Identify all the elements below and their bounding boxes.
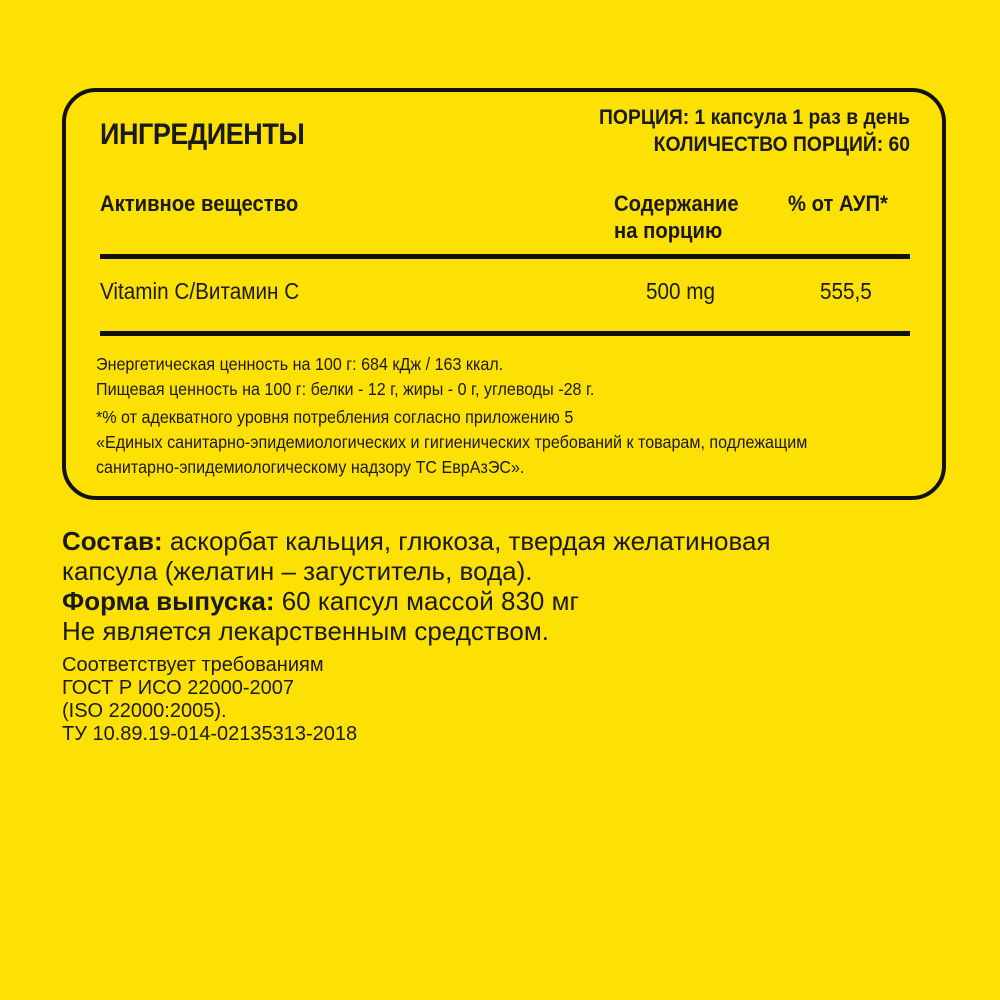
medicine-disclaimer: Не является лекарственным средством. (62, 616, 549, 646)
energy-value-note: Энергетическая ценность на 100 г: 684 кДж / 163 ккал. (96, 354, 504, 374)
composition-text1: аскорбат кальция, глюкоза, твердая желатиновая (162, 526, 771, 556)
column-header-amount (614, 190, 739, 244)
composition-label: Состав: (62, 526, 163, 556)
table-cell-substance: Vitamin C/Витамин С (100, 278, 300, 304)
certification-line2: ГОСТ Р ИСО 22000-2007 (62, 677, 294, 699)
portion-info (599, 104, 910, 158)
release-form-label: Форма выпуска: (62, 586, 275, 616)
column-header-percent: % от АУП* (788, 191, 888, 216)
column-header-amount-line1: Содержание (614, 191, 739, 216)
panel-title: ИНГРЕДИЕНТЫ (100, 118, 305, 151)
table-cell-percent: 555,5 (820, 278, 872, 304)
table-cell-amount: 500 mg (646, 278, 716, 304)
portion-count: КОЛИЧЕСТВО ПОРЦИЙ: 60 (653, 133, 910, 156)
table-divider-bottom (100, 331, 910, 336)
certification-line3: (ISO 22000:2005). (62, 700, 227, 722)
release-form-line (62, 586, 771, 616)
nutrition-value-note: Пищевая ценность на 100 г: белки - 12 г, жиры - 0 г, углеводы -28 г. (96, 379, 595, 399)
table-divider-top (100, 254, 910, 259)
column-header-amount-line2: на порцию (614, 218, 723, 243)
composition-text2: капсула (желатин – загуститель, вода). (62, 556, 533, 586)
certification-line4: ТУ 10.89.19-014-02135313-2018 (62, 723, 358, 745)
footnote-line1: *% от адекватного уровня потребления согласно приложению 5 (96, 407, 574, 427)
composition-block (62, 526, 771, 646)
column-header-substance: Активное вещество (100, 191, 299, 216)
certification-block (62, 654, 357, 746)
nutrition-notes (96, 352, 807, 480)
footnote-line2: «Единых санитарно-эпидемиологических и гигиенических требований к товарам, подлежащим (96, 432, 808, 452)
certification-line1: Соответствует требованиям (62, 654, 324, 676)
portion-size: ПОРЦИЯ: 1 капсула 1 раз в день (599, 106, 910, 129)
release-form-text: 60 капсул массой 830 мг (274, 586, 579, 616)
composition-line1 (62, 526, 771, 556)
footnote-line3: санитарно-эпидемиологическому надзору ТС ЕврАзЭС». (96, 457, 525, 477)
